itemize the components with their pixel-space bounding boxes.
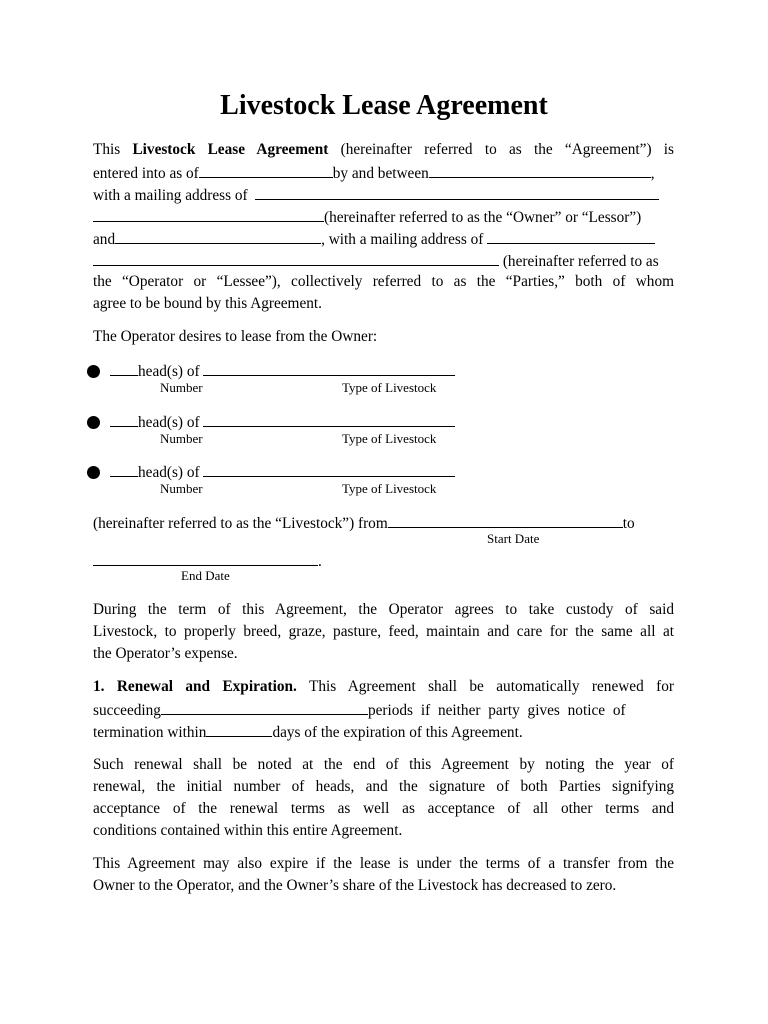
head-count-blank[interactable] (110, 460, 138, 477)
intro-line-1: This Livestock Lease Agreement (hereinafter referred to as the “Agreement”) is (93, 141, 675, 158)
head-count-blank[interactable] (110, 410, 138, 427)
renewal-heading: 1. Renewal and Expiration. (93, 678, 297, 695)
number-label: Number (160, 431, 203, 446)
operator-name-blank[interactable] (115, 227, 321, 244)
livestock-type-blank[interactable] (203, 359, 455, 376)
notice-days-blank[interactable] (206, 720, 272, 737)
operator-address-blank-2[interactable] (93, 249, 499, 266)
livestock-type-blank[interactable] (203, 410, 455, 427)
intro-line-5: and , with a mailing address of (93, 227, 655, 251)
type-label: Type of Livestock (342, 481, 437, 496)
type-label: Type of Livestock (342, 431, 437, 446)
agreement-name: Livestock Lease Agreement (132, 141, 329, 158)
type-label: Type of Livestock (342, 380, 437, 395)
document-title: Livestock Lease Agreement (220, 90, 548, 121)
document-page: Livestock Lease Agreement This Livestock Lease Agreement (hereinafter referred to as the “Agreement”) is entered into as of by and between , with a mailing address of (hereinafter referred to as the “Owner” or “Lessor”) and , with a mailing address of (hereinafter referred to as the “Operator or “Lessee”), collectively referred to as the “Parties,” both of whom agree to be bound by this Agreement. The Operator desires to lease from the Owner: head(s) of Number Type of Livestock head(s) of Number Type of Livestock head(s) of Number Type of Livestock (hereinafter referred to as the “Livestock”) from to Start Date . End Date During the term of this Agreement, the Operator agrees to take custody of said Livestock, to properly breed, graze, pasture, feed, maintain and care for the same all at the Operator’s expense. 1. Renewal and Expiration. This Agreement shall be automatically renewed for succeeding periods if neither party gives notice of termination within days of the expiration of this Agreement. Such renewal shall be noted at the end of this Agreement by noting the year of renewal, the initial number of heads, and the signature of both Parties signifying acceptance of the renewal terms as well as acceptance of all other terms and conditions contained within this entire Agreement. This Agreement may also expire if the lease is under the terms of a transfer from the Owner to the Operator, and the Owner’s share of the Livestock has decreased to zero. (0, 0, 768, 1024)
livestock-type-blank[interactable] (203, 460, 455, 477)
bullet-icon (87, 365, 100, 378)
owner-address-blank[interactable] (255, 183, 659, 200)
date-blank[interactable] (199, 161, 333, 178)
operator-address-blank[interactable] (487, 227, 655, 244)
renewal-period-blank[interactable] (161, 698, 368, 715)
owner-name-blank[interactable] (429, 161, 651, 178)
intro-line-7: the “Operator or “Lessee”), collectively referred to as the “Parties,” both of whom (93, 273, 674, 290)
bullet-icon (87, 416, 100, 429)
desire-statement: The Operator desires to lease from the Owner: (93, 328, 378, 345)
intro-line-2: entered into as of by and between , (93, 161, 655, 185)
head-count-blank[interactable] (110, 359, 138, 376)
number-label: Number (160, 481, 203, 496)
intro-line-4: (hereinafter referred to as the “Owner” or “Lessor”) (93, 205, 641, 229)
end-date-blank[interactable] (93, 549, 318, 566)
number-label: Number (160, 380, 203, 395)
start-date-blank[interactable] (388, 511, 623, 528)
intro-line-6: (hereinafter referred to as (93, 249, 659, 273)
bullet-icon (87, 466, 100, 479)
intro-line-8: agree to be bound by this Agreement. (93, 295, 322, 312)
owner-address-blank-2[interactable] (93, 205, 324, 222)
start-date-label: Start Date (487, 531, 540, 546)
end-date-label: End Date (181, 568, 230, 583)
intro-line-3: with a mailing address of (93, 183, 659, 207)
